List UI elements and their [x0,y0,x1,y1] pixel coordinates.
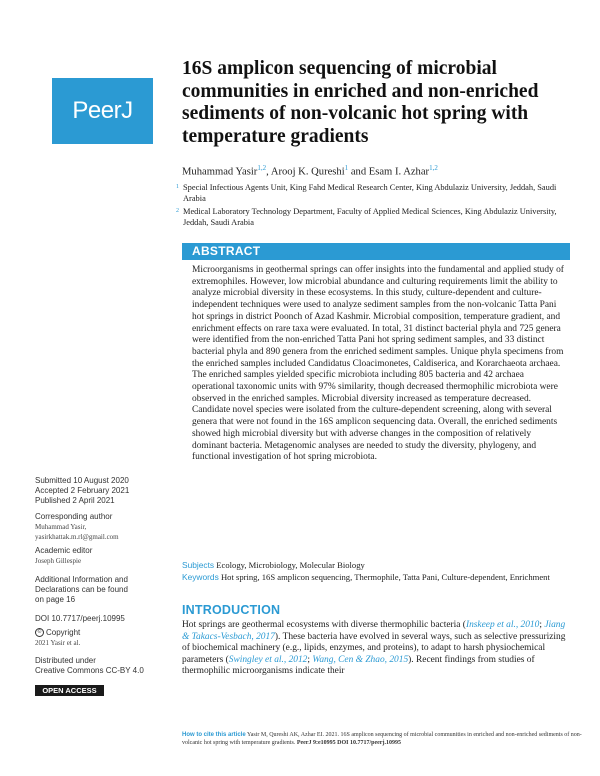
corresponding-author-label: Corresponding author [35,512,113,521]
author-name[interactable]: Arooj K. Qureshi [270,166,345,178]
copyright-label: Copyright [46,628,81,637]
subjects-label: Subjects [182,560,215,570]
introduction-heading: INTRODUCTION [182,603,281,617]
license-link[interactable]: Creative Commons CC-BY 4.0 [35,666,144,675]
copyright-icon: © [35,628,44,637]
doi-link[interactable]: 10.7717/peerj.10995 [51,614,125,623]
academic-editor-label: Academic editor [35,546,93,555]
keywords [182,572,572,583]
license [35,656,144,676]
citation-link[interactable]: Swingley et al., 2012 [228,654,308,665]
corresponding-author-email[interactable]: yasirkhattak.m.rl@gmail.com [35,533,119,541]
introduction-text: Hot springs are geothermal ecosystems with diverse thermophilic bacteria (Inskeep et al., 2010; Jiang & Takacs-Vesbach, 2017). These bacteria have evolved in several ways, such as selective pressurizing of biochemical machinery (e.g., lipids, enzymes, and proteins), to adapt to harsh physiochemical parameters (Swingley et al., 2012; Wang, Cen & Zhao, 2015). Recent findings from studies of thermophilic microorganisms indicate their [182,620,566,677]
author-affiliation-mark: 1 [344,164,349,172]
additional-information[interactable]: Additional Information and Declarations can be found on page 16 [35,575,128,604]
cite-text: Yasir M, Qureshi AK, Azhar EI. 2021. 16S amplicon sequencing of microbial communities in enriched and non-enriched sediments of non-volcanic hot spring with temperature gradients. [182,732,582,746]
article-title: 16S amplicon sequencing of microbial communities in enriched and non-enriched sediments of non-volcanic hot spring with temperature gradients [182,58,539,147]
affiliation [176,206,576,229]
subjects [182,560,572,571]
corresponding-author-name: Muhammad Yasir, [35,523,87,531]
author-affiliation-mark: 1,2 [429,164,438,172]
affiliation-text: Medical Laboratory Technology Department, Faculty of Applied Medical Sciences, King Abdulaziz University, Jeddah, Saudi Arabia [183,206,557,227]
citation-link[interactable]: Wang, Cen & Zhao, 2015 [312,654,409,665]
affiliation-number: 2 [176,207,179,214]
affiliation-text: Special Infectious Agents Unit, King Fahd Medical Research Center, King Abdulaziz University, Jeddah, Saudi Arabia [183,183,557,204]
accepted-date: Accepted 2 February 2021 [35,486,130,495]
author-separator: and [348,166,369,178]
published-date: Published 2 April 2021 [35,496,115,505]
copyright-holder: 2021 Yasir et al. [35,639,81,647]
doi-label: DOI [35,614,50,623]
keywords-label: Keywords [182,572,219,582]
journal-logo: PeerJ [52,78,153,144]
author-name[interactable]: Esam I. Azhar [368,166,430,178]
open-access-badge: OPEN ACCESS [35,685,104,696]
submitted-date: Submitted 10 August 2020 [35,476,129,485]
author-separator: , [266,166,271,178]
abstract-heading: ABSTRACT [182,243,570,260]
corresponding-author [35,512,119,542]
author-name[interactable]: Muhammad Yasir [182,166,258,178]
doi[interactable] [35,614,125,624]
cite-reference[interactable]: PeerJ 9:e10995 DOI 10.7717/peerj.10995 [296,740,401,746]
license-label: Distributed under [35,656,96,665]
affiliation-number: 1 [176,184,179,190]
citation-link[interactable]: Inskeep et al., 2010 [465,620,540,630]
abstract-text: Microorganisms in geothermal springs can offer insights into the fundamental and applied study of extremophiles. However, low microbial abundance and culturing requirements limit the ability to analyze microbial diversity in these ecosystems. In this study, culture-dependent and culture-independent techniques were used to analyze sediment samples from the non-volcanic Tatta Pani hot springs in district Poonch of Azad Kashmir. Microbial composition, temperature gradient, and enrichment effects on rare taxa were evaluated. In total, 31 distinct bacterial phyla and 725 genera were identified from the non-enriched Tatta Pani hot spring sediment samples, and 33 distinct bacterial phyla and 890 genera from the enriched sediment samples. Unique phyla specimens from the enriched samples included Candidatus Cloacimonetes, Caldiserica, and Korarchaeota archaea. The enriched samples yielded specific microbiota including 805 bacteria and 42 archaea operational taxonomic units with 97% similarity, though decreased thermophilic microbiota were observed in the enriched samples. Microbial diversity increased as temperature decreased. Candidate novel species were isolated from the culture-dependent screening, along with several genera that were not found in the 16S amplicon sequencing data. Overall, the enriched sediments showed high microbial diversity but with adverse changes in the composition of relatively dominant bacteria. Metagenomic analyses are needed to study the diversity, phylogeny, and functional investigation of hot spring microbiota. [192,265,564,463]
subjects-text: Ecology, Microbiology, Molecular Biology [216,560,365,570]
affiliation [176,182,576,205]
academic-editor [35,546,92,566]
citation-footer [182,731,582,747]
copyright [35,628,80,648]
keywords-text: Hot spring, 16S amplicon sequencing, Thermophile, Tatta Pani, Culture-dependent, Enrichment [220,572,550,582]
affiliations [176,182,576,229]
citation-link[interactable]: Jiang & Takacs-Vesbach, 2017 [182,620,566,642]
author-affiliation-mark: 1,2 [257,164,267,172]
academic-editor-name: Joseph Gillespie [35,557,82,565]
article-dates [35,476,129,506]
author-list [182,164,438,178]
cite-label: How to cite this article [182,732,246,738]
